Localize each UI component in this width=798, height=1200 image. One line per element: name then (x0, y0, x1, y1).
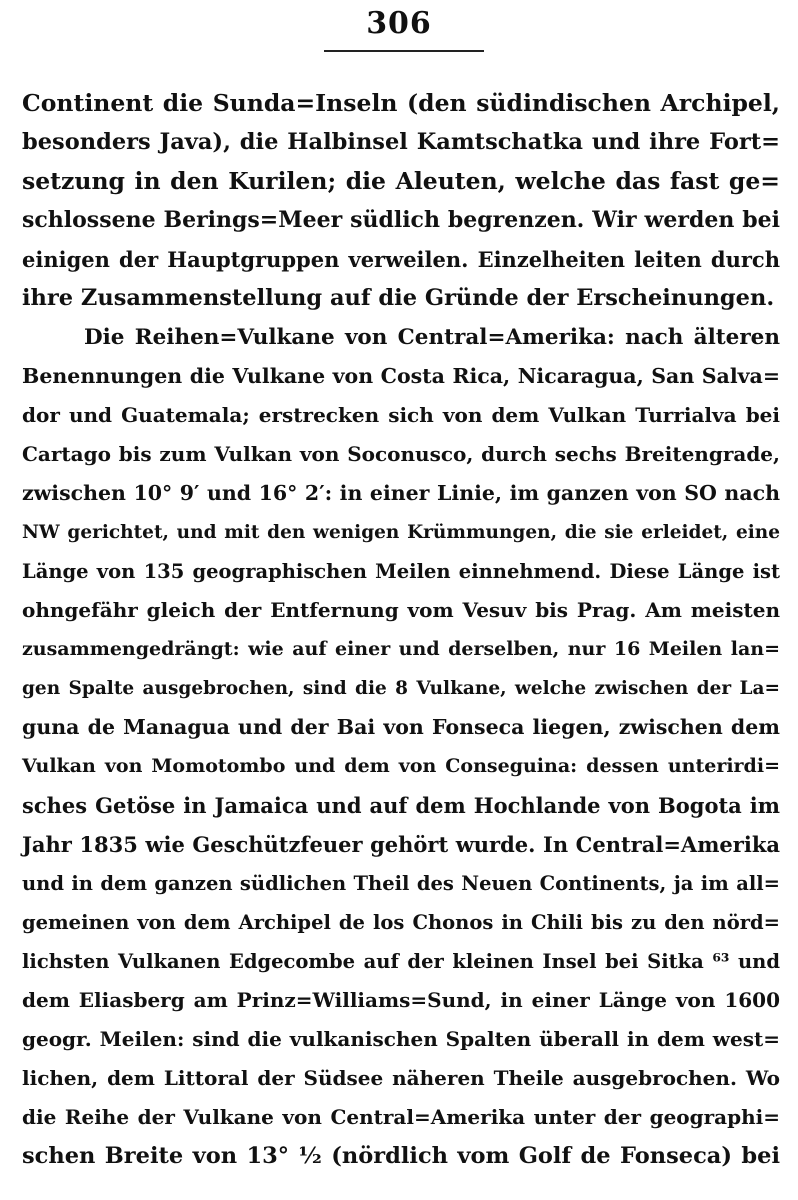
text-line: Die Reihen=Vulkane von Central=Amerika: nach älteren (84, 325, 780, 350)
text-line: geogr. Meilen: sind die vulkanischen Spalten überall in dem west= (22, 1027, 780, 1051)
text-line: und in dem ganzen südlichen Theil des Neuen Continents, ja im all= (22, 872, 780, 895)
text-line: lichsten Vulkanen Edgecombe auf der kleinen Insel bei Sitka ⁶³ und (22, 950, 780, 973)
text-line: gemeinen von dem Archipel de los Chonos in Chili bis zu den nörd= (22, 911, 780, 934)
body-text (22, 84, 780, 1176)
text-line: die Reihe der Vulkane von Central=Amerika unter der geographi= (22, 1105, 780, 1129)
text-line: gen Spalte ausgebrochen, sind die 8 Vulkane, welche zwischen der La= (22, 678, 780, 699)
text-line: NW gerichtet, und mit den wenigen Krümmungen, die sie erleidet, eine (22, 522, 780, 543)
text-line: Länge von 135 geographischen Meilen einnehmend. Diese Länge ist (22, 560, 780, 583)
text-line: dem Eliasberg am Prinz=Williams=Sund, in einer Länge von 1600 (22, 988, 780, 1012)
text-line: dor und Guatemala; erstrecken sich von dem Vulkan Turrialva bei (22, 403, 780, 427)
text-line: schen Breite von 13° ½ (nördlich vom Golf de Fonseca) bei (22, 1143, 780, 1169)
page-number: 306 (366, 6, 432, 41)
text-line: Vulkan von Momotombo und dem von Conseguina: dessen unterirdi= (22, 755, 780, 777)
header-rule (324, 50, 484, 52)
text-line: einigen der Hauptgruppen verweilen. Einzelheiten leiten durch (22, 247, 780, 272)
text-line: Continent die Sunda=Inseln (den südindischen Archipel, (22, 89, 780, 117)
text-line: setzung in den Kurilen; die Aleuten, welche das fast ge= (22, 167, 780, 195)
text-line: ihre Zusammenstellung auf die Gründe der Erscheinungen. (22, 285, 775, 311)
text-line: schlossene Berings=Meer südlich begrenzen. Wir werden bei (22, 207, 780, 233)
text-line: Cartago bis zum Vulkan von Soconusco, durch sechs Breitengrade, (22, 442, 780, 466)
text-line: Benennungen die Vulkane von Costa Rica, Nicaragua, San Salva= (22, 364, 780, 388)
text-line: Jahr 1835 wie Geschützfeuer gehört wurde. In Central=Amerika (22, 832, 780, 857)
text-line: lichen, dem Littoral der Südsee näheren Theile ausgebrochen. Wo (22, 1066, 780, 1090)
text-line: guna de Managua und der Bai von Fonseca liegen, zwischen dem (22, 715, 780, 739)
text-line: besonders Java), die Halbinsel Kamtschatka und ihre Fort= (22, 129, 780, 155)
text-line: sches Getöse in Jamaica und auf dem Hochlande von Bogota im (22, 793, 780, 818)
text-line: ohngefähr gleich der Entfernung vom Vesuv bis Prag. Am meisten (22, 598, 780, 622)
text-line: zusammengedrängt: wie auf einer und derselben, nur 16 Meilen lan= (22, 638, 780, 660)
text-line: zwischen 10° 9′ und 16° 2′: in einer Linie, im ganzen von SO nach (22, 481, 780, 505)
